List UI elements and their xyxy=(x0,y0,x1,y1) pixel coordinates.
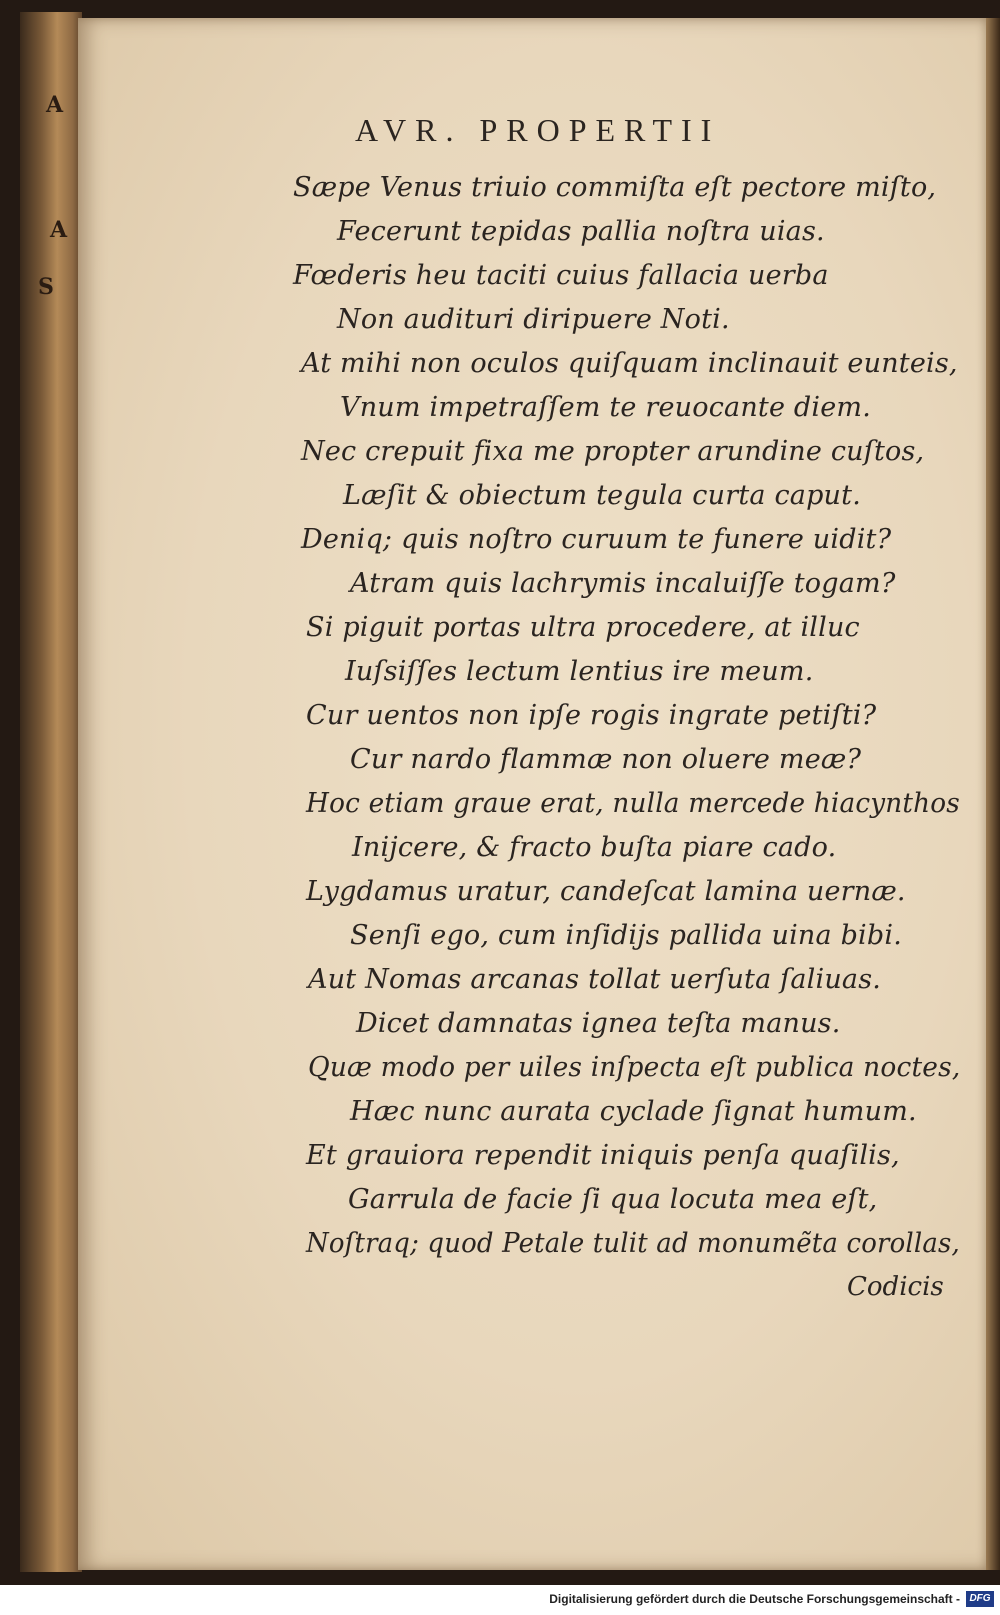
verse-line: Aut Nomas arcanas tollat uerſuta ſaliuas. xyxy=(308,964,882,995)
verse-line: Læſit & obiectum tegula curta caput. xyxy=(343,480,861,511)
verse-line: Inijcere, & fracto buſta piare cado. xyxy=(352,832,837,863)
verse-line: Sæpe Venus triuio commiſta eſt pectore miſto, xyxy=(293,172,937,203)
verse-line: Hæc nunc aurata cyclade ſignat humum. xyxy=(350,1096,917,1127)
verse-line: Garrula de facie ſi qua locuta mea eſt, xyxy=(348,1184,878,1215)
catchword: Codicis xyxy=(847,1272,944,1302)
running-head: AVR. PROPERTII xyxy=(355,112,721,148)
page-edge xyxy=(986,18,1000,1570)
verse-line: Et grauiora rependit iniquis penſa quaſilis, xyxy=(306,1140,900,1171)
verse-line: Iuſsiſſes lectum lentius ire meum. xyxy=(345,656,814,687)
verse-line: Vnum impetraſſem te reuocante diem. xyxy=(340,392,872,423)
verse-line: Cur uentos non ipſe rogis ingrate petiſti? xyxy=(306,700,877,731)
verse-line: Lygdamus uratur, candeſcat lamina uernæ. xyxy=(306,876,906,907)
verse-line: Cur nardo flammæ non oluere meæ? xyxy=(350,744,862,775)
verse-line: At mihi non oculos quiſquam inclinauit eunteis, xyxy=(301,348,958,379)
verse-line: Quæ modo per uiles inſpecta eſt publica noctes, xyxy=(308,1052,961,1083)
verse-line: Si piguit portas ultra procedere, at illuc xyxy=(306,612,860,643)
verse-line: Nec crepuit fixa me propter arundine cuſtos, xyxy=(301,436,925,467)
verse-line: Non audituri diripuere Noti. xyxy=(337,304,730,335)
verse-line: Atram quis lachrymis incaluiſſe togam? xyxy=(350,568,896,599)
verse-line: Hoc etiam graue erat, nulla mercede hiacynthos xyxy=(306,788,960,819)
verse-line: Fecerunt tepidas pallia noſtra uias. xyxy=(337,216,825,247)
spine-fragment-mark: A xyxy=(50,217,68,243)
book-spine xyxy=(20,12,82,1572)
spine-fragment-mark: A xyxy=(46,92,64,118)
verse-line: Deniq; quis noſtro curuum te funere uidit? xyxy=(301,524,892,555)
verse-line: Noſtraq; quod Petale tulit ad monumẽta corollas, xyxy=(306,1228,960,1259)
verse-line: Senſi ego, cum inſidijs pallida uina bibi. xyxy=(350,920,902,951)
verse-line: Fœderis heu taciti cuius fallacia uerba xyxy=(293,260,829,291)
digitization-footer xyxy=(0,1585,1000,1615)
dfg-logo-icon: DFG xyxy=(966,1591,994,1607)
funding-credit: Digitalisierung gefördert durch die Deutsche Forschungsgemeinschaft - xyxy=(549,1592,960,1606)
spine-fragment-mark: S xyxy=(38,274,54,300)
verse-line: Dicet damnatas ignea teſta manus. xyxy=(356,1008,841,1039)
